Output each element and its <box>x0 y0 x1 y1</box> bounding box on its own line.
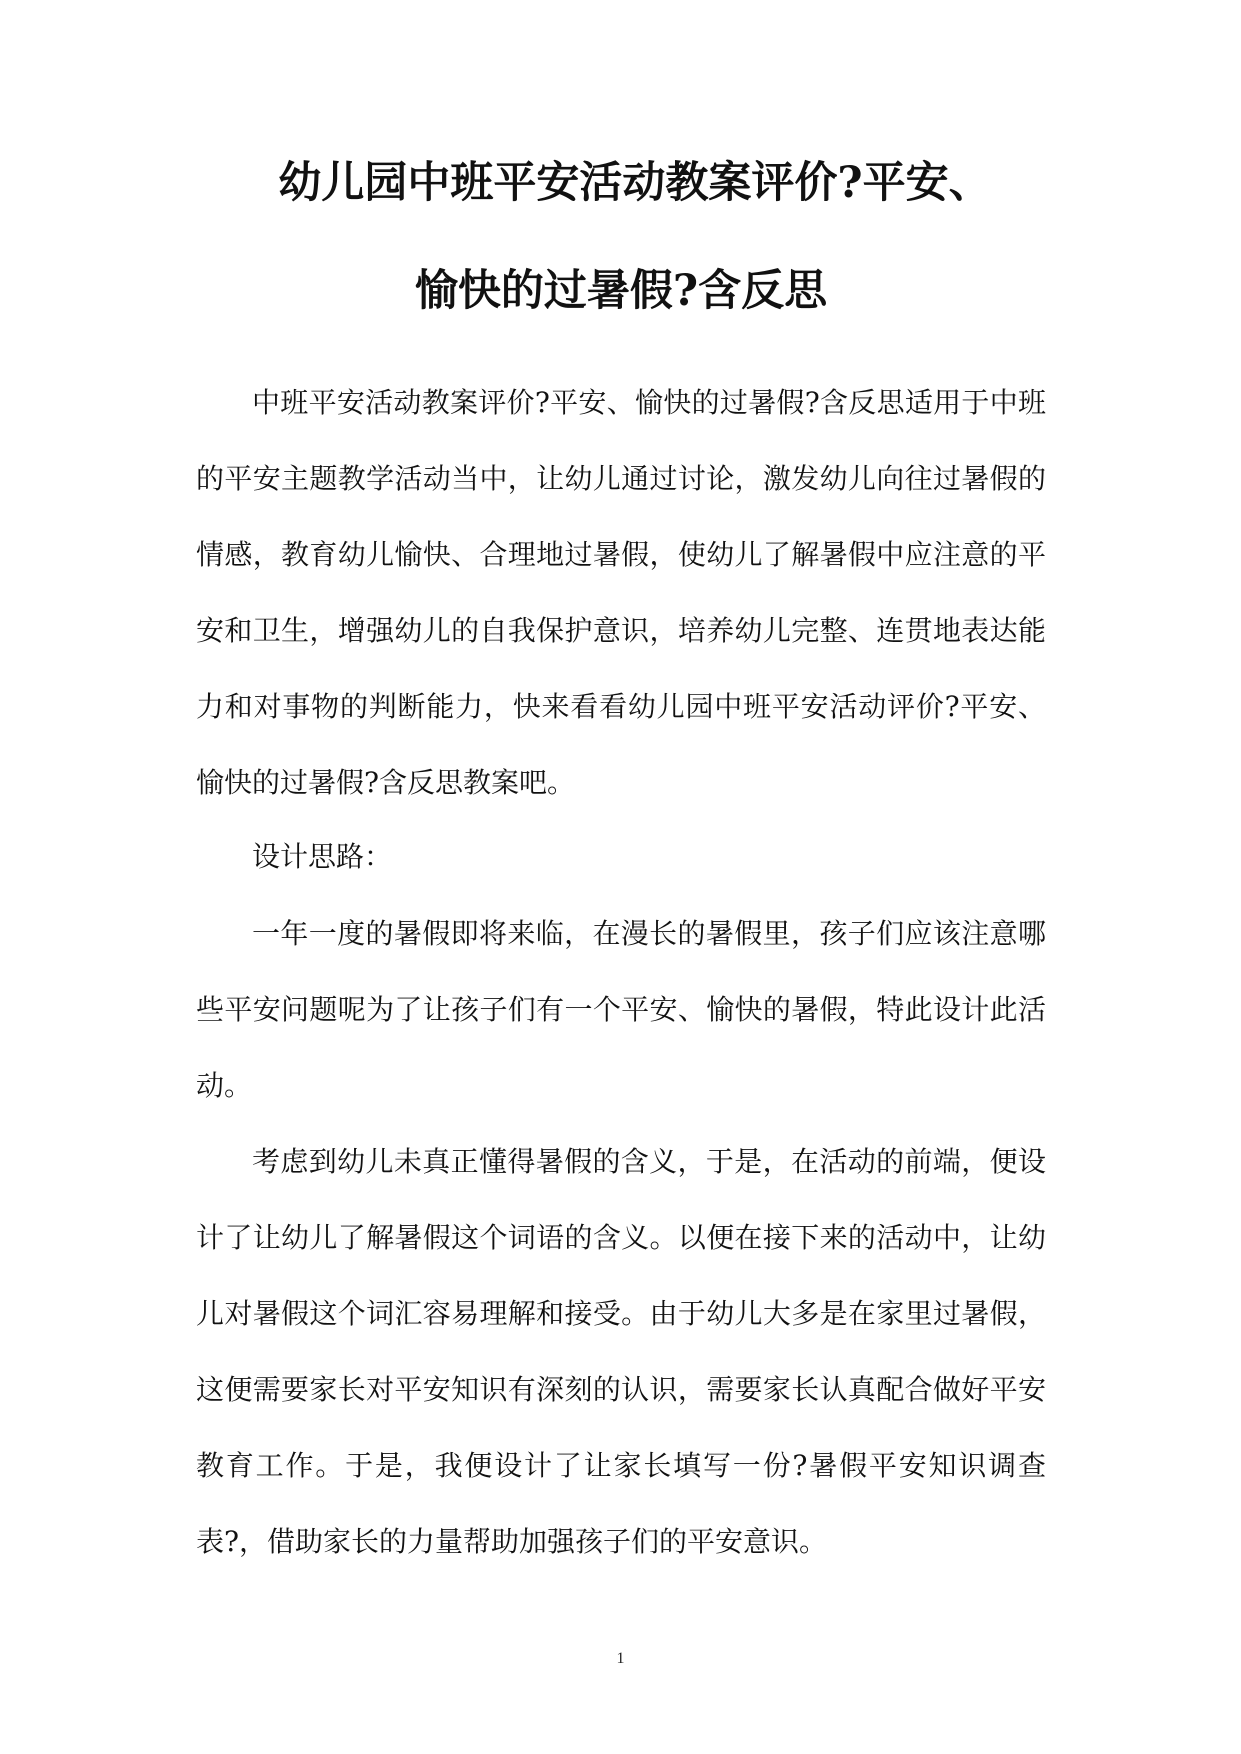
document-title-line-1: 幼儿园中班平安活动教案评价?平安、 <box>278 158 992 208</box>
intro-paragraph: 中班平安活动教案评价?平安、愉快的过暑假?含反思适用于中班的平安主题教学活动当中，让幼儿通过讨论，激发幼儿向往过暑假的情感，教育幼儿愉快、合理地过暑假，使幼儿了解暑假中应注意的平安和卫生，增强幼儿的自我保护意识，培养幼儿完整、连贯地表达能力和对事物的判断能力，快来看看幼儿园中班平安活动评价?平安、愉快的过暑假?含反思教案吧。 <box>196 386 1046 799</box>
page-number: 1 <box>616 1650 625 1667</box>
design-idea-heading: 设计思路： <box>252 840 393 873</box>
document-title-line-2: 愉快的过暑假?含反思 <box>414 266 828 316</box>
design-idea-paragraph-1: 一年一度的暑假即将来临，在漫长的暑假里，孩子们应该注意哪些平安问题呢为了让孩子们有一个平安、愉快的暑假，特此设计此活动。 <box>196 917 1046 1102</box>
design-idea-paragraph-2: 考虑到幼儿未真正懂得暑假的含义，于是，在活动的前端，便设计了让幼儿了解暑假这个词语的含义。以便在接下来的活动中，让幼儿对暑假这个词汇容易理解和接受。由于幼儿大多是在家里过暑假，这便需要家长对平安知识有深刻的认识，需要家长认真配合做好平安教育工作。于是，我便设计了让家长填写一份?暑假平安知识调查表?，借助家长的力量帮助加强孩子们的平安意识。 <box>196 1145 1046 1558</box>
